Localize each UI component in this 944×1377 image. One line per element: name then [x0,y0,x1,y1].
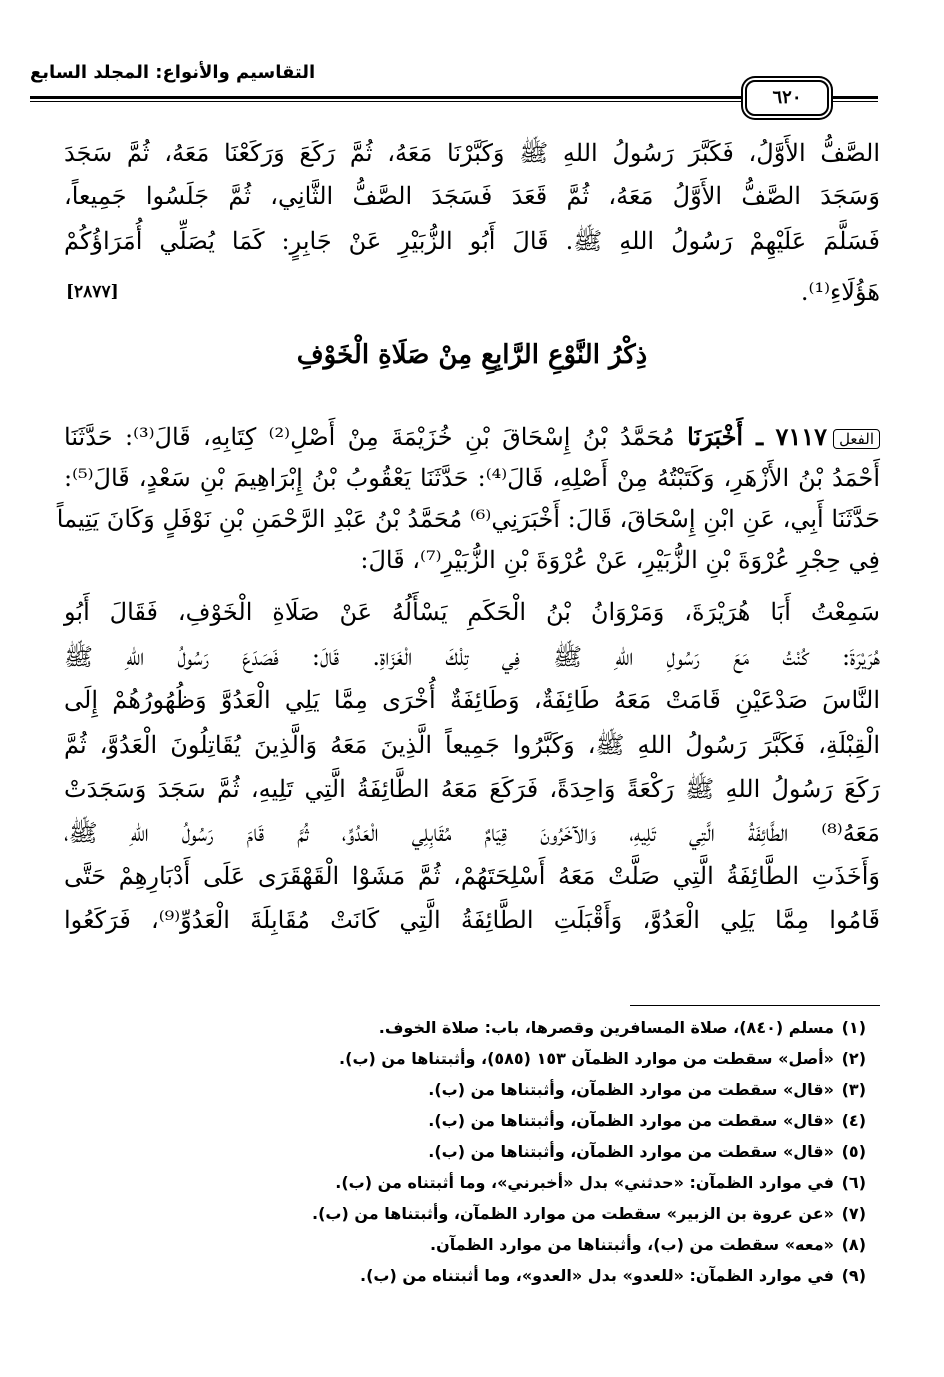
footnote-number: (٧) [841,1204,866,1223]
text-line: هَؤُلَاءِ⁽¹⁾. [800,278,880,306]
text-line: الصَّفُّ الأَوَّلُ، فَكَبَّرَ رَسُولُ اللهِ ﷺ وَكَبَّرْنَا مَعَهُ، ثُمَّ رَكَعَ وَرَكَعْنَا مَعَهُ، ثُمَّ سَجَدَ [64,139,880,167]
text-line: قَامُوا مِمَّا يَلِي الْعَدُوَّ، وَأَقْبَلَتِ الطَّائِفَةُ الَّتِي كَانَتْ مُقَابِلَةَ الْعَدُوِّ⁽⁹⁾، فَرَكَعُوا [64,906,880,934]
header-title: التقاسيم والأنواع: المجلد السابع [30,62,316,83]
header-rule [30,101,742,102]
footnote-text: «أصل» سقطت من موارد الظمآن ١٥٣ (٥٨٥)، وأثبتناها من (ب). [339,1049,834,1068]
header-rule [830,101,878,102]
footnote-number: (٤) [841,1111,866,1130]
footnote-text: مسلم (٨٤٠)، صلاة المسافرين وقصرها، باب: صلاة الخوف. [378,1018,834,1037]
footnote [335,1173,866,1192]
footnote-text: في موارد الظمآن: «للعدو» بدل «العدو»، وما أثبتناه من (ب). [359,1266,834,1285]
footnote-text: في موارد الظمآن: «حدثني» بدل «أخبرني»، وما أثبتناه من (ب). [335,1173,834,1192]
footnote-number: (٦) [841,1173,866,1192]
footnote [428,1080,866,1099]
footnote [379,1018,866,1037]
text-line: حَدَّثَنَا أَبِي، عَنِ ابْنِ إِسْحَاقَ، قَالَ: أَخْبَرَنِي⁽⁶⁾ مُحَمَّدُ بْنُ عَبْدِ الرَّحْمَنِ بْنِ نَوْفَلٍ وَكَانَ يَتِيماً [56,505,880,533]
text-line: مُحَمَّدُ بْنُ إِسْحَاقَ بْنِ خُزَيْمَةَ مِنْ أَصْلِ⁽²⁾ كِتَابِهِ، قَالَ⁽³⁾: حَدَّثَنَا [64,423,675,451]
category-badge: الفعل [833,429,880,449]
text-line: النَّاسَ صَدْعَيْنِ قَامَتْ مَعَهُ طَائِفَةٌ، وَطَائِفَةٌ أُخْرَى مِمَّا يَلِي الْعَدُوَّ وَظُهُورُهُمْ إِلَى [64,686,880,714]
hadith-lead: ـ أَخْبَرَنَا [687,422,764,451]
text-line: الْقِبْلَةِ، فَكَبَّرَ رَسُولُ اللهِ ﷺ، وَكَبَّرُوا جَمِيعاً الَّذِينَ مَعَهُ وَالَّذِينَ يُقَاتِلُونَ الْعَدُوَّ، ثُمَّ [64,731,880,759]
page-number: ٦٢٠ [745,80,829,116]
footnote-text: «قال» سقطت من موارد الظمآن، وأثبتناها من (ب). [428,1080,834,1099]
text-line: سَمِعْتُ أَبَا هُرَيْرَةَ، وَمَرْوَانُ بْنُ الْحَكَمِ يَسْأَلُهُ عَنْ صَلَاةِ الْخَوْفِ، فَقَالَ أَبُو [64,598,880,626]
hadith-reference: [٢٨٧٧] [66,282,119,302]
footnote-text: «عن عروة بن الزبير» سقطت من موارد الظمآن، وأثبتناها من (ب). [311,1204,834,1223]
footnote [339,1049,866,1068]
footnote-number: (٣) [841,1080,866,1099]
text-line: فِي حِجْرِ عُرْوَةَ بْنِ الزُّبَيْرِ، عَنْ عُرْوَةَ بْنِ الزُّبَيْرِ⁽⁷⁾، قَالَ: [360,546,880,574]
footnote-text: «قال» سقطت من موارد الظمآن، وأثبتناها من (ب). [428,1111,834,1130]
text-line: وَأَخَذَتِ الطَّائِفَةُ الَّتِي صَلَّتْ مَعَهُ أَسْلِحَتَهُمْ، ثُمَّ مَشَوْا الْقَهْقَرَى عَلَى أَدْبَارِهِمْ حَتَّى [64,862,881,890]
footnote [428,1142,866,1161]
hadith-first-line [64,422,880,451]
footnote [430,1235,866,1254]
hadith-number: ٧١١٧ [775,422,828,451]
text-line: أَحْمَدُ بْنُ الأَزْهَرِ، وَكَتَبْتُهُ مِنْ أَصْلِهِ، قَالَ⁽⁴⁾: حَدَّثَنَا يَعْقُوبُ بْنُ إِبْرَاهِيمَ بْنِ سَعْدٍ، قَالَ⁽⁵⁾: [64,464,880,492]
footnote [312,1204,866,1223]
section-heading: ذِكْرُ النَّوْعِ الرَّابِعِ مِنْ صَلَاةِ الْخَوْفِ [296,340,648,370]
footnote [360,1266,866,1285]
header-rule [830,96,878,99]
footnote-number: (١) [841,1018,866,1037]
text-line: رَكَعَ رَسُولُ اللهِ ﷺ رَكْعَةً وَاحِدَةً، فَرَكَعَ مَعَهُ الطَّائِفَةُ الَّتِي تَلِيهِ، ثُمَّ سَجَدَ وَسَجَدَتْ [64,775,880,803]
footnote-text: «معه» سقطت من (ب)، وأثبتناها من موارد الظمآن. [430,1235,834,1254]
text-line: وَسَجَدَ الصَّفُّ الأَوَّلُ مَعَهُ، ثُمَّ قَعَدَ فَسَجَدَ الصَّفُّ الثَّانِي، ثُمَّ جَلَسُوا جَمِيعاً، [64,182,880,210]
footnote [428,1111,866,1130]
text-line: هُرَيْرَةَ: كُنْتُ مَعَ رَسُولِ اللهِ ﷺ فِي تِلْكَ الْغَزَاةِ. قَالَ: فَصَدَعَ رَسُولُ اللهِ ﷺ [64,643,880,671]
text-line: فَسَلَّمَ عَلَيْهِمْ رَسُولُ اللهِ ﷺ. قَالَ أَبُو الزُّبَيْرِ عَنْ جَابِرٍ: كَمَا يُصَلِّي أُمَرَاؤُكُمْ [64,227,880,255]
footnote-number: (٩) [841,1266,866,1285]
footnote-number: (٨) [841,1235,866,1254]
footnote-separator [630,1005,880,1006]
footnote-number: (٥) [841,1142,866,1161]
text-line: مَعَهُ⁽⁸⁾ الطَّائِفَةُ الَّتِي تَلِيهِ، وَالآخَرُونَ قِيَامٌ مُقَابِلِي الْعَدُوِّ، ثُمَّ قَامَ رَسُولُ اللهِ ﷺ، [64,819,880,847]
header-rule [30,96,742,99]
footnote-text: «قال» سقطت من موارد الظمآن، وأثبتناها من (ب). [428,1142,834,1161]
footnote-number: (٢) [841,1049,866,1068]
